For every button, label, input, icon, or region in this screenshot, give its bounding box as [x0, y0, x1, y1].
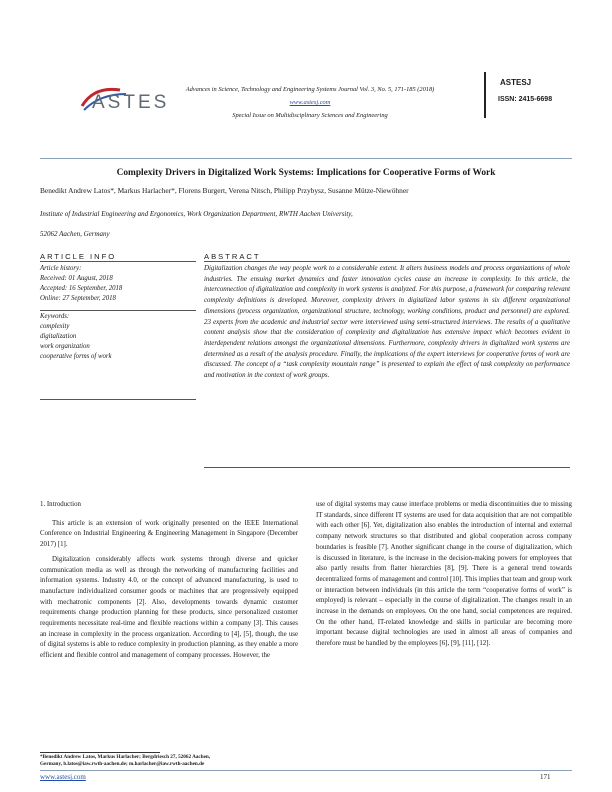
- abstract-text: Digitalization changes the way people work to a considerable extent. It alters business models and process organizations of whole industries. The ensuing market dynamics and faster innovation cycles cause an increase in complexity. In this article, the interconnection of digitalization and complexity in work systems is analyzed. For this purpose, a framework for comparing relevant complexity definitions is developed. Moreover, complexity drivers in digitalized labor systems in six different organizational dimensions (process organization, organizational structure, technology, working conditions, product and personnel) are explored. 23 experts from the academic and industrial sector were interviewed using semi-structured interviews. The results of a qualitative content analysis show that the consideration of complexity and digitalization has extensive impact which becomes evident in interdependent relations amongst the organizational dimensions. Furthermore, complexity drivers in digitalized work systems are determined as a result of the analysis procedure. Finally, the implications of the expert interviews for cooperative forms of work are discussed. The concept of a “task complexity mountain range” is presented to explain the effect of task complexity on performance and motivation in the context of work groups.: [204, 265, 570, 380]
- abstract-heading: ABSTRACT: [204, 252, 570, 262]
- keywords-divider: [40, 399, 196, 400]
- corresponding-author-footnote: [40, 754, 300, 768]
- journal-url-link[interactable]: www.astesj.com: [289, 99, 331, 106]
- logo-text: ASTES: [92, 92, 170, 113]
- body-column-left: [40, 500, 298, 666]
- history-label: Article history:: [40, 265, 82, 272]
- section-heading-introduction: 1. Introduction: [40, 501, 81, 508]
- footer-url-link[interactable]: www.astesj.com: [40, 773, 86, 781]
- astesj-label: ASTESJ: [500, 78, 532, 87]
- keyword-item: cooperative forms of work: [40, 353, 112, 360]
- page-number: 171: [540, 773, 551, 781]
- special-issue: Special Issue on Multidisciplinary Sciences and Engineering: [232, 112, 388, 119]
- body-column-right: [316, 500, 572, 654]
- astes-logo: [80, 84, 170, 118]
- journal-line: Advances in Science, Technology and Engineering Systems Journal Vol. 3, No. 5, 171-185 (2018): [185, 86, 435, 93]
- article-history: [40, 264, 196, 304]
- journal-header: [150, 83, 470, 122]
- keyword-item: digitalization: [40, 333, 77, 340]
- keywords-label: Keywords:: [40, 313, 70, 320]
- header-divider: [40, 158, 572, 159]
- keyword-item: work organization: [40, 343, 90, 350]
- keywords-block: [40, 310, 196, 362]
- footnote-line-2: Germany, b.latos@iaw.rwth-aachen.de; m.harlacher@iaw.rwth-aachen.de: [40, 761, 205, 767]
- issn-label: ISSN: 2415-6698: [498, 96, 553, 103]
- footnote-line-1: *Benedikt Andrew Latos, Markus Harlacher; Bergdriesch 27, 52062 Aachen,: [40, 754, 211, 760]
- affiliation-line-1: Institute of Industrial Engineering and Ergonomics, Work Organization Department, RWTH Aachen University,: [40, 210, 353, 218]
- keyword-item: complexity: [40, 323, 70, 330]
- footer-divider: [40, 770, 572, 771]
- article-info-heading: ARTICLE INFO: [40, 252, 196, 262]
- abstract-divider: [204, 467, 570, 468]
- body-paragraph: use of digital systems may cause interface problems or media discontinuities due to missing IT standards, since different IT systems are used for data acquisition that are not compatible with each other [6]. Yet, digitalization also enables the introduction of internal and external company network structures so that distributed and global cooperation across company boundaries is feasible [7]. Another significant change in the course of digitalization, which is discussed in literature, is the increase in the decision-making powers for employees that also partly results from flatter hierarchies [8], [9]. There is a general trend towards decentralized forms of management and control [10]. This implies that team and group work or interaction between individuals (in this article the term “cooperative forms of work” is employed) is relevant – especially in the course of digitalization. The changes result in an increase in the demands on employees. On the one hand, social competences are required. On the other hand, IT-related knowledge and skills in particular are becoming more important because digital technologies are used in almost all areas of companies and therefore must be handled by the employees [6], [9], [11], [12].: [316, 501, 572, 648]
- online-date: Online: 27 September, 2018: [40, 295, 116, 302]
- footnote-divider: [40, 752, 160, 753]
- affiliation: [40, 204, 572, 244]
- body-paragraph: This article is an extension of work originally presented on the IEEE International Conference on Industrial Engineering & Engineering Management in Singapore (December 2017) [1].: [40, 519, 298, 549]
- accepted-date: Accepted: 16 September, 2018: [40, 285, 123, 292]
- paper-title: Complexity Drivers in Digitalized Work Systems: Implications for Cooperative Forms of Work: [116, 168, 496, 178]
- affiliation-line-2: 52062 Aachen, Germany: [40, 230, 110, 238]
- body-paragraph: Digitalization considerably affects work systems through diverse and quicker communication media as well as through the networking of manufacturing facilities and information systems. Industry 4.0, or the concept of advanced manufacturing, is used to manufacture individualized consumer goods or machines that are progressively equipped with mechatronic components [2]. Also, developments towards dynamic customer requirements change production planning for these products, since personalized customer requirements necessitate real-time and flexible reactions within a company [3]. This causes an increase in complexity in the process organization. According to [4], [5], though, the use of digital systems is able to reduce complexity in production planning, as they enable a more efficient and flexible control and management of company processes. However, the: [40, 555, 298, 660]
- received-date: Received: 01 August, 2018: [40, 275, 113, 282]
- author-list: Benedikt Andrew Latos*, Markus Harlacher*, Florens Burgert, Verena Nitsch, Philipp Przybysz, Susanne Mütze-Niewöhner: [40, 186, 409, 195]
